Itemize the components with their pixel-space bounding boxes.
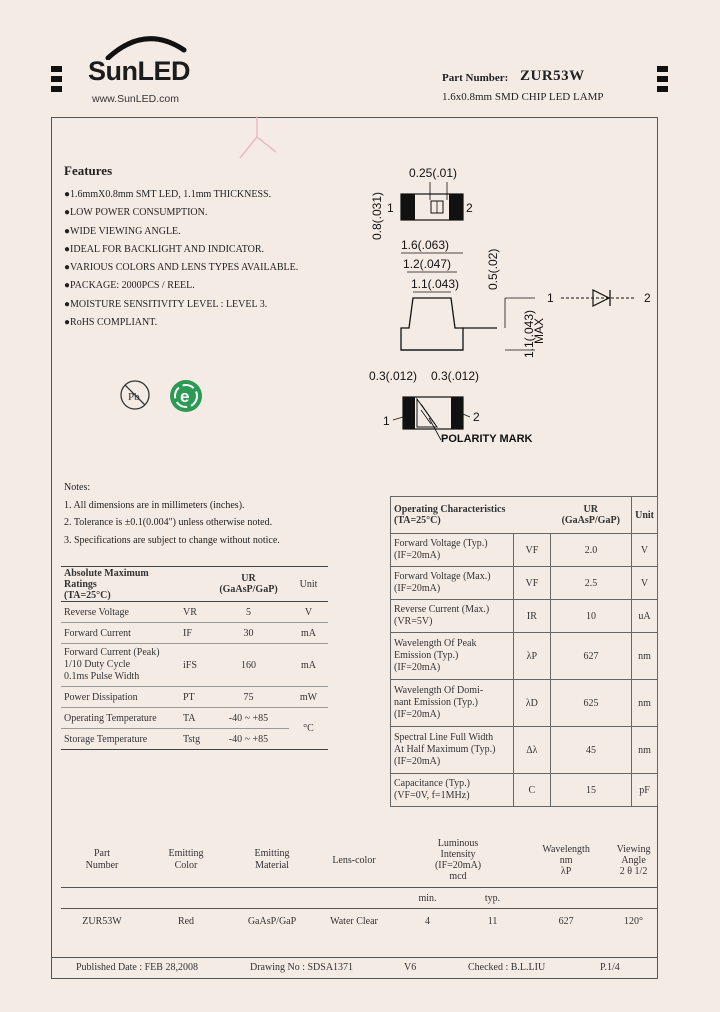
op-char-param: Wavelength Of Peak Emission (Typ.) (IF=20mA)	[391, 633, 514, 680]
op-char-sym: λP	[513, 633, 550, 680]
table-row	[391, 774, 658, 807]
op-char-param: Wavelength Of Domi- nant Emission (Typ.) (IF=20mA)	[391, 680, 514, 727]
op-char-sym: IR	[513, 600, 550, 633]
op-char-sym: Δλ	[513, 727, 550, 774]
abs-max-unit: °C	[289, 708, 328, 750]
notes-title: Notes:	[64, 482, 91, 493]
abs-max-title: Absolute Maximum Ratings	[64, 567, 149, 590]
abs-max-val: 5	[208, 602, 289, 623]
abs-max-param: Forward Current	[61, 623, 180, 644]
header-bar-left-1	[51, 66, 62, 72]
feature-item: ●VARIOUS COLORS AND LENS TYPES AVAILABLE.	[64, 262, 299, 274]
bottom-view-pin-1: 1	[383, 414, 390, 428]
table-row	[391, 727, 658, 774]
dim-1-1: 1.1(.043)	[411, 277, 460, 291]
top-view-pin-1: 1	[387, 201, 394, 215]
part-table-subheader	[61, 888, 658, 909]
op-char-unit: nm	[632, 680, 658, 727]
part-table-header	[61, 833, 658, 888]
table-row	[61, 623, 328, 644]
dim-0-8: 0.8(.031)	[370, 191, 384, 240]
abs-max-val: -40 ~ +85	[208, 708, 289, 729]
header-bar-left-2	[51, 76, 62, 82]
part-col-angle: Viewing Angle 2 θ 1/2	[616, 843, 651, 877]
feature-item: ●RoHS COMPLIANT.	[64, 317, 158, 329]
part-row-part: ZUR53W	[82, 915, 122, 927]
table-row	[61, 602, 328, 623]
abs-max-sym: TA	[180, 708, 208, 729]
op-char-sym: VF	[513, 534, 550, 567]
footer-drawing: Drawing No : SDSA1371	[250, 962, 354, 973]
op-char-val: 2.5	[550, 567, 631, 600]
polarity-mark: POLARITY MARK	[441, 433, 533, 445]
op-char-material: (GaAsP/GaP)	[561, 515, 620, 526]
feature-item: ●LOW POWER CONSUMPTION.	[64, 207, 208, 219]
part-row-typ: 11	[487, 915, 498, 927]
op-char-col-unit: Unit	[632, 497, 658, 534]
feature-item: ●IDEAL FOR BACKLIGHT AND INDICATOR.	[64, 243, 265, 255]
footer-divider	[51, 957, 658, 958]
logo: SunLED	[88, 56, 190, 86]
dim-1-6: 1.6(.063)	[401, 238, 450, 252]
op-char-unit: uA	[632, 600, 658, 633]
abs-max-unit: mW	[289, 687, 328, 708]
rohs-eco-icon	[168, 378, 204, 414]
abs-max-col-unit: Unit	[289, 567, 328, 602]
abs-max-material: (GaAsP/GaP)	[219, 584, 278, 595]
abs-max-unit: V	[289, 602, 328, 623]
abs-max-param: Forward Current (Peak) 1/10 Duty Cycle 0.1ms Pulse Width	[61, 644, 180, 687]
table-row	[61, 909, 658, 934]
op-char-val: 2.0	[550, 534, 631, 567]
op-char-title-cell	[391, 497, 551, 534]
part-col-color: Emitting Color	[168, 848, 204, 871]
abs-max-val: 30	[208, 623, 289, 644]
table-row	[391, 534, 658, 567]
abs-max-ur: UR	[241, 573, 256, 584]
part-row-color: Red	[177, 915, 195, 927]
op-char-val: 625	[550, 680, 631, 727]
abs-max-header	[61, 567, 328, 602]
table-row	[61, 708, 328, 729]
abs-max-sym: Tstg	[180, 729, 208, 750]
dim-0-3-right: 0.3(.012)	[431, 369, 480, 383]
footer-version: V6	[404, 962, 417, 973]
feature-item: ●PACKAGE: 2000PCS / REEL.	[64, 280, 195, 292]
bottom-view-pin-2: 2	[473, 410, 480, 424]
table-row	[61, 729, 328, 750]
package-diagram	[365, 160, 655, 455]
op-char-param: Reverse Current (Max.) (VR=5V)	[391, 600, 514, 633]
abs-max-val: -40 ~ +85	[208, 729, 289, 750]
op-char-unit: nm	[632, 727, 658, 774]
part-number-label: Part Number:	[442, 72, 509, 84]
op-char-val: 15	[550, 774, 631, 807]
op-char-val: 45	[550, 727, 631, 774]
abs-max-table	[61, 566, 328, 750]
dim-max-label: MAX	[532, 317, 546, 344]
table-row	[391, 567, 658, 600]
abs-max-val: 75	[208, 687, 289, 708]
abs-max-param: Reverse Voltage	[61, 602, 180, 623]
part-row-lens: Water Clear	[330, 915, 378, 927]
features-title: Features	[64, 163, 113, 178]
part-row-min: 4	[425, 915, 431, 927]
part-row-wavelength: 627	[558, 915, 574, 927]
note-item: 3. Specifications are subject to change without notice.	[64, 534, 280, 546]
op-char-header	[391, 497, 658, 534]
footer-checked: Checked : B.L.LIU	[468, 962, 546, 973]
op-char-sym: λD	[513, 680, 550, 727]
footer-page: P.1/4	[600, 962, 620, 973]
part-col-wavelength: Wavelength nm λP	[542, 843, 590, 877]
part-description: 1.6x0.8mm SMD CHIP LED LAMP	[442, 91, 604, 103]
part-row-material: GaAsP/GaP	[247, 915, 297, 927]
part-sub-min: min.	[393, 888, 462, 909]
op-char-title: Operating Characteristics	[394, 504, 506, 515]
abs-max-title-cell	[61, 567, 180, 602]
note-item: 1. All dimensions are in millimeters (inches).	[64, 499, 245, 511]
op-char-val: 10	[550, 600, 631, 633]
feature-item: ●MOISTURE SENSITIVITY LEVEL : LEVEL 3.	[64, 298, 268, 310]
part-col-intensity: Luminous Intensity (IF=20mA) mcd	[434, 838, 482, 882]
part-col-lens: Lens-color	[332, 854, 376, 866]
header-bar-left-3	[51, 86, 62, 92]
abs-max-val: 160	[208, 644, 289, 687]
op-char-col-ur	[550, 497, 631, 534]
abs-max-sym: IF	[180, 623, 208, 644]
abs-max-unit: mA	[289, 623, 328, 644]
part-col-material: Emitting Material	[254, 848, 290, 871]
schematic-pin-1: 1	[547, 291, 554, 305]
op-char-table	[390, 496, 658, 807]
part-table	[61, 833, 658, 933]
pb-label: Pb	[128, 391, 140, 403]
abs-max-param: Power Dissipation	[61, 687, 180, 708]
header-bar-right-2	[657, 76, 668, 82]
feature-item: ●WIDE VIEWING ANGLE.	[64, 225, 181, 237]
abs-max-col-ur	[208, 567, 289, 602]
features-list	[64, 186, 298, 332]
schematic-pin-2: 2	[644, 291, 651, 305]
part-row-angle: 120°	[624, 915, 644, 927]
table-row	[391, 633, 658, 680]
feature-item: ●1.6mmX0.8mm SMT LED, 1.1mm THICKNESS.	[64, 189, 272, 200]
abs-max-param: Operating Temperature	[61, 708, 180, 729]
table-row	[61, 644, 328, 687]
footer-published: Published Date : FEB 28,2008	[76, 962, 198, 973]
dim-0-5: 0.5(.02)	[486, 248, 500, 290]
abs-max-cond: (TA=25°C)	[64, 589, 111, 601]
part-col-part: Part Number	[85, 848, 119, 871]
op-char-param: Spectral Line Full Width At Half Maximum (Typ.) (IF=20mA)	[391, 727, 514, 774]
dim-0-25: 0.25(.01)	[409, 166, 458, 180]
abs-max-param: Storage Temperature	[61, 729, 180, 750]
op-char-ur: UR	[583, 504, 598, 515]
op-char-param: Forward Voltage (Typ.) (IF=20mA)	[391, 534, 514, 567]
table-row	[391, 680, 658, 727]
dim-0-3-left: 0.3(.012)	[369, 369, 418, 383]
abs-max-sym: iFS	[180, 644, 208, 687]
part-number: ZUR53W	[520, 68, 585, 84]
op-char-sym: VF	[513, 567, 550, 600]
op-char-unit: V	[632, 567, 658, 600]
part-sub-typ: typ.	[462, 888, 523, 909]
logo-url[interactable]: www.SunLED.com	[92, 93, 179, 105]
op-char-param: Capacitance (Typ.) (VF=0V, f=1MHz)	[391, 774, 514, 807]
op-char-unit: V	[632, 534, 658, 567]
header-bar-right-3	[657, 86, 668, 92]
op-char-param: Forward Voltage (Max.) (IF=20mA)	[391, 567, 514, 600]
pb-free-icon	[118, 378, 152, 412]
table-row	[61, 687, 328, 708]
table-row	[391, 600, 658, 633]
watermark-icon	[232, 112, 282, 164]
op-char-unit: nm	[632, 633, 658, 680]
top-view-pin-2: 2	[466, 201, 473, 215]
eco-label: e	[180, 387, 190, 406]
abs-max-sym: PT	[180, 687, 208, 708]
op-char-sym: C	[513, 774, 550, 807]
note-item: 2. Tolerance is ±0.1(0.004") unless otherwise noted.	[64, 517, 273, 528]
op-char-val: 627	[550, 633, 631, 680]
dim-1-2: 1.2(.047)	[403, 257, 452, 271]
dim-1-1-max: 1.1(.043)	[522, 309, 536, 358]
header-bar-right-1	[657, 66, 668, 72]
op-char-unit: pF	[632, 774, 658, 807]
op-char-cond: (TA=25°C)	[394, 515, 441, 526]
notes	[64, 479, 280, 549]
abs-max-sym: VR	[180, 602, 208, 623]
abs-max-unit: mA	[289, 644, 328, 687]
